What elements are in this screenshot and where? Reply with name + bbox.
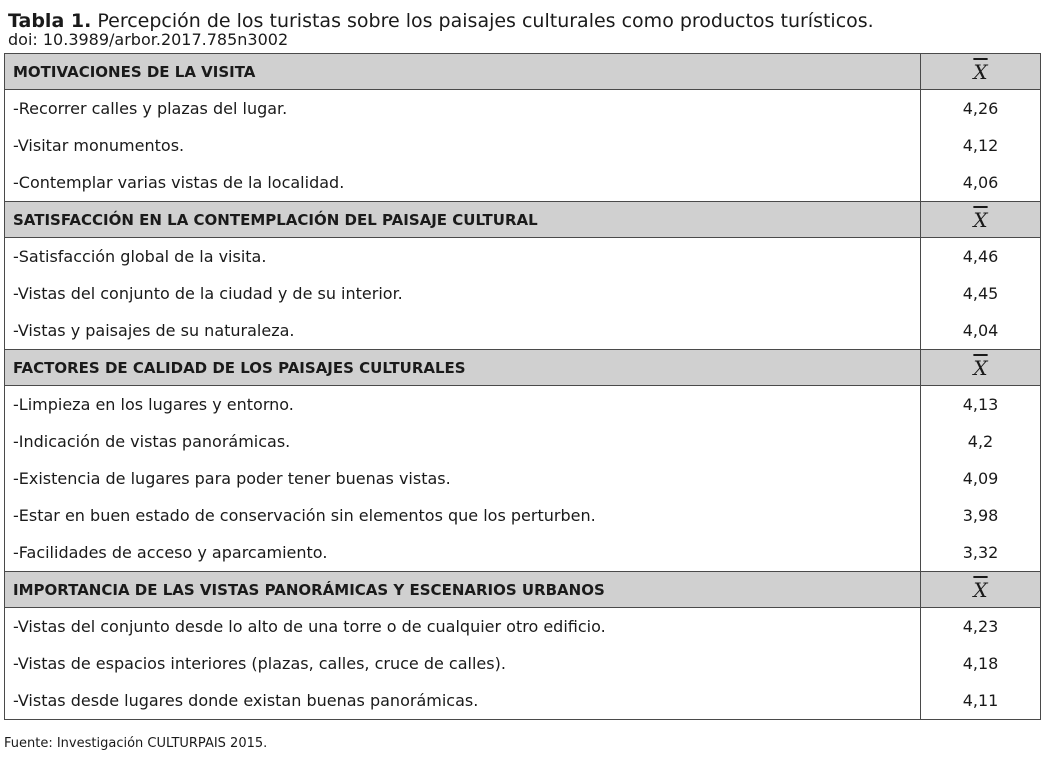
- table-row: [5, 645, 1041, 682]
- table-row: [5, 312, 1041, 350]
- table-row: [5, 497, 1041, 534]
- item-label: -Estar en buen estado de conservación sin elementos que los perturben.: [5, 497, 921, 534]
- table-row: [5, 460, 1041, 497]
- item-label: -Vistas del conjunto de la ciudad y de su interior.: [5, 275, 921, 312]
- item-mean-value: 4,2: [967, 432, 994, 451]
- mean-column-header: [921, 202, 1041, 238]
- item-label: -Indicación de vistas panorámicas.: [5, 423, 921, 460]
- table-row: [5, 608, 1041, 646]
- table-row: [5, 275, 1041, 312]
- table-row: [5, 238, 1041, 276]
- item-label: -Visitar monumentos.: [5, 127, 921, 164]
- item-mean-value: 3,32: [962, 543, 999, 562]
- item-mean-value: 3,98: [962, 506, 999, 525]
- item-mean-value: 4,04: [962, 321, 999, 340]
- section-header-row: [5, 572, 1041, 608]
- mean-symbol: $\overline{X}$: [973, 577, 988, 602]
- table-row: [5, 534, 1041, 572]
- item-label: -Contemplar varias vistas de la localidad.: [5, 164, 921, 202]
- perception-table: [4, 53, 1041, 720]
- item-label: -Vistas de espacios interiores (plazas, calles, cruce de calles).: [5, 645, 921, 682]
- table-row: [5, 682, 1041, 720]
- caption-doi: doi: 10.3989/arbor.2017.785n3002: [8, 30, 289, 49]
- item-mean-value: 4,11: [962, 691, 999, 710]
- item-label: -Recorrer calles y plazas del lugar.: [5, 90, 921, 128]
- section-heading: IMPORTANCIA DE LAS VISTAS PANORÁMICAS Y ESCENARIOS URBANOS: [5, 572, 921, 608]
- mean-symbol: $\overline{X}$: [973, 207, 988, 232]
- table-row: [5, 423, 1041, 460]
- mean-column-header: [921, 572, 1041, 608]
- table-row: [5, 164, 1041, 202]
- item-mean-value: 4,26: [962, 99, 999, 118]
- source-note: Fuente: Investigación CULTURPAIS 2015.: [4, 736, 268, 751]
- caption-label: Tabla 1.: [8, 10, 92, 32]
- section-header-row: [5, 202, 1041, 238]
- item-label: -Existencia de lugares para poder tener buenas vistas.: [5, 460, 921, 497]
- item-label: -Facilidades de acceso y aparcamiento.: [5, 534, 921, 572]
- item-label: -Limpieza en los lugares y entorno.: [5, 386, 921, 424]
- mean-symbol: $\overline{X}$: [973, 59, 988, 84]
- section-header-row: [5, 350, 1041, 386]
- item-mean-value: 4,06: [962, 173, 999, 192]
- item-mean-value: 4,45: [962, 284, 999, 303]
- item-mean-value: 4,23: [962, 617, 999, 636]
- item-mean-value: 4,12: [962, 136, 999, 155]
- table-row: [5, 90, 1041, 128]
- caption-title: Percepción de los turistas sobre los paisajes culturales como productos turísticos.: [97, 10, 874, 32]
- item-mean-value: 4,09: [962, 469, 999, 488]
- item-mean-value: 4,46: [962, 247, 999, 266]
- section-header-row: [5, 54, 1041, 90]
- item-label: -Satisfacción global de la visita.: [5, 238, 921, 276]
- item-label: -Vistas desde lugares donde existan buenas panorámicas.: [5, 682, 921, 720]
- mean-column-header: [921, 350, 1041, 386]
- section-heading: SATISFACCIÓN EN LA CONTEMPLACIÓN DEL PAISAJE CULTURAL: [5, 202, 921, 238]
- mean-symbol: $\overline{X}$: [973, 355, 988, 380]
- table-row: [5, 127, 1041, 164]
- item-label: -Vistas del conjunto desde lo alto de una torre o de cualquier otro edificio.: [5, 608, 921, 646]
- section-heading: FACTORES DE CALIDAD DE LOS PAISAJES CULTURALES: [5, 350, 921, 386]
- item-mean-value: 4,18: [962, 654, 999, 673]
- item-label: -Vistas y paisajes de su naturaleza.: [5, 312, 921, 350]
- table-row: [5, 386, 1041, 424]
- table-caption: [8, 12, 1038, 48]
- item-mean-value: 4,13: [962, 395, 999, 414]
- section-heading: MOTIVACIONES DE LA VISITA: [5, 54, 921, 90]
- mean-column-header: [921, 54, 1041, 90]
